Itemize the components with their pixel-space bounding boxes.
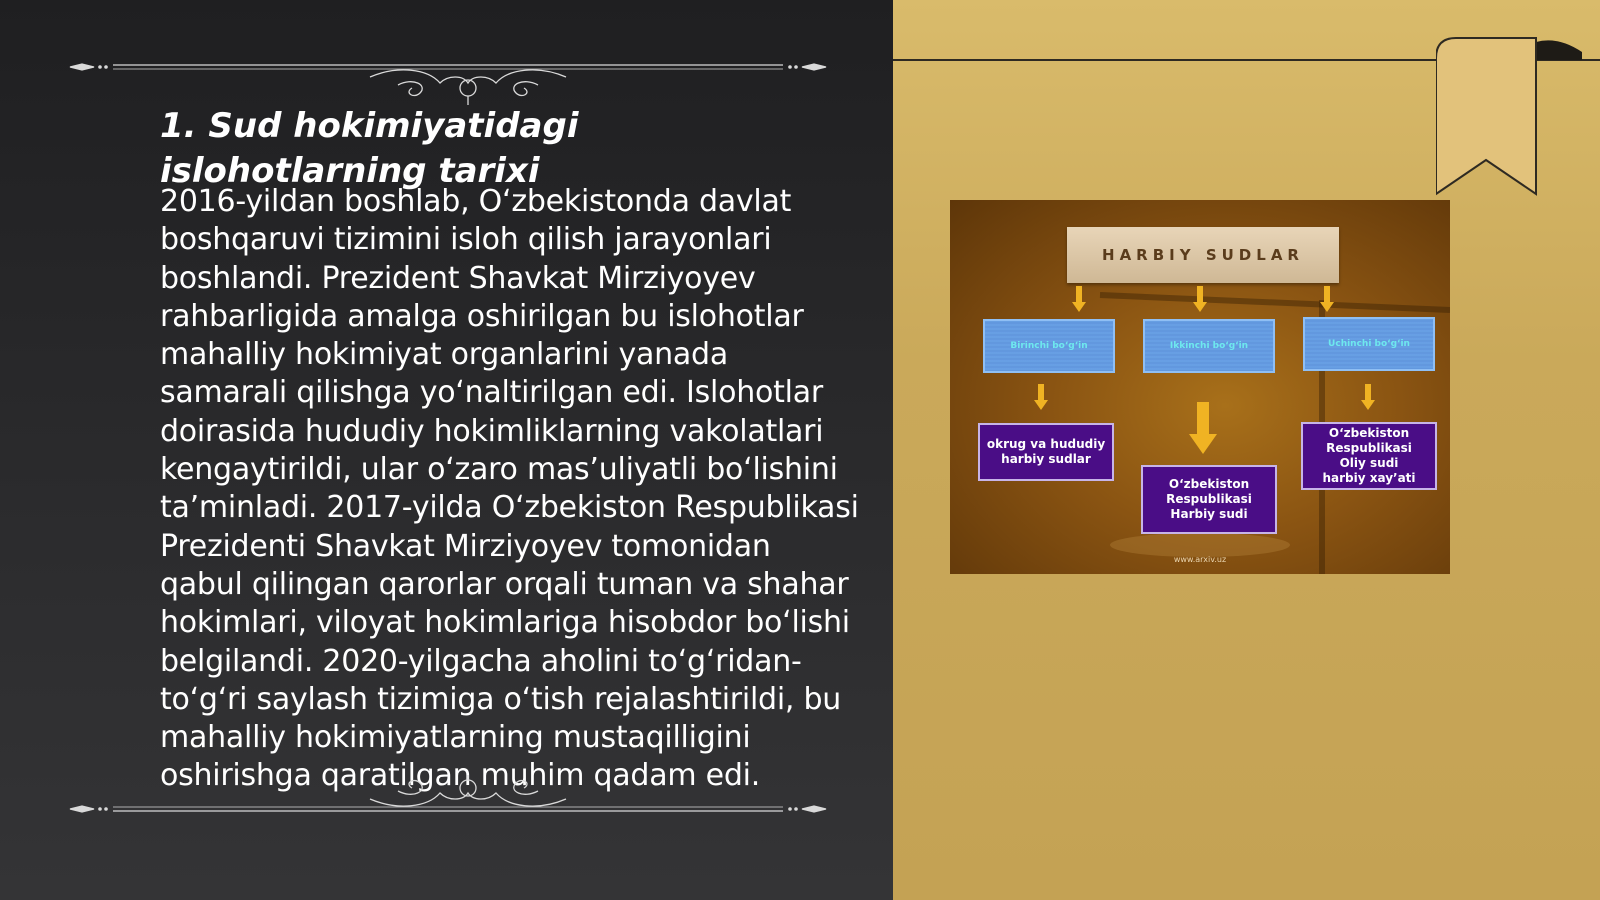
arrow-down-icon xyxy=(1193,286,1207,312)
court-box: okrug va hududiy harbiy sudlar xyxy=(978,423,1114,481)
court-level-box: Uchinchi bo‘g‘in xyxy=(1303,317,1435,371)
top-ornament-divider xyxy=(68,55,828,105)
arrow-down-icon xyxy=(1361,384,1375,410)
court-level-box: Birinchi bo‘g‘in xyxy=(983,319,1115,373)
slide-body-text: 2016-yildan boshlab, O‘zbekistonda davlat boshqaruvi tizimini isloh qilish jarayonlari boshlandi. Prezident Shavkat Mirziyoyev rahbarligida amalga oshirilgan bu islohotlar mahalliy hokimiyat organlarini yanada samarali qilishga yo‘naltirilgan edi. Islohotlar doirasida hududiy hokimliklarning vakolatlari kengaytirildi, ular o‘zaro mas’uliyatli bo‘lishini ta’minladi. 2017-yilda O‘zbekiston Respublikasi Prezidenti Shavkat Mirziyoyev tomonidan qabul qilingan qarorlar orqali tuman va shahar hokimlari, viloyat hokimlariga hisobdor bo‘lishi belgilandi. 2020-yilgacha aholini to‘g‘ridan-to‘g‘ri saylash tizimiga o‘tish rejalashtirildi, bu mahalliy hokimiyatlarning mustaqilligini oshirishga qaratilgan muhim qadam edi. xyxy=(160,184,859,794)
arrow-down-icon xyxy=(1189,402,1217,454)
bookmark-ribbon-icon xyxy=(1436,36,1584,196)
arrow-down-icon xyxy=(1034,384,1048,410)
bottom-ornament-divider xyxy=(68,775,828,825)
picture-title: HARBIY SUDLAR xyxy=(1067,227,1339,283)
picture-source-url: www.arxiv.uz xyxy=(1173,555,1227,564)
slide-title: 1. Sud hokimiyatidagi islohotlarning tarixi xyxy=(160,106,579,191)
court-box: O‘zbekiston Respublikasi Harbiy sudi xyxy=(1141,465,1277,534)
court-structure-picture xyxy=(950,200,1450,574)
court-box: O‘zbekiston Respublikasi Oliy sudi harbiy xay’ati xyxy=(1301,422,1437,490)
court-level-box: Ikkinchi bo‘g‘in xyxy=(1143,319,1275,373)
arrow-down-icon xyxy=(1320,286,1334,312)
arrow-down-icon xyxy=(1072,286,1086,312)
